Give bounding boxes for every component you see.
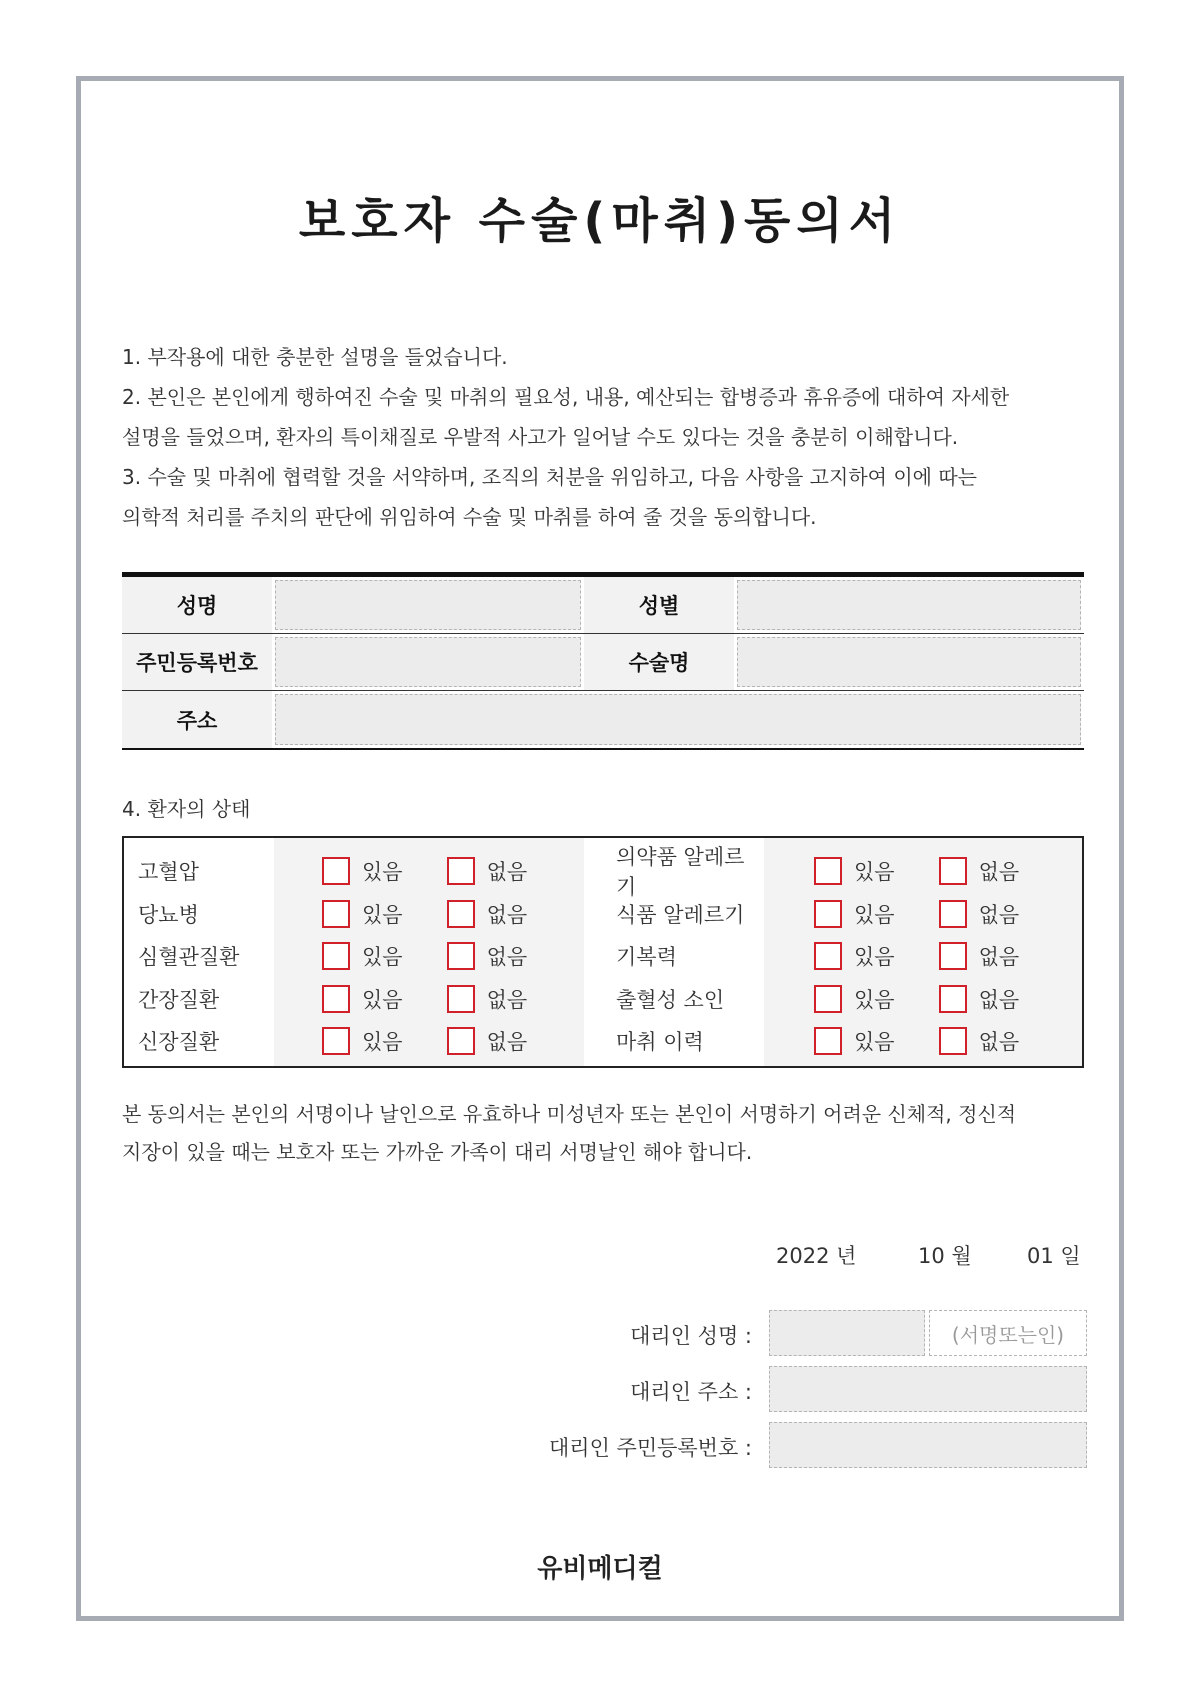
no-label: 없음 [978, 987, 1020, 1012]
gender-field[interactable] [737, 580, 1081, 630]
proxy-name-label: 대리인 성명 : [630, 1324, 752, 1348]
no-label: 없음 [486, 902, 528, 927]
no-checkbox[interactable] [447, 1027, 475, 1055]
yes-label: 있음 [362, 945, 403, 970]
clause-line: 의학적 처리를 주치의 판단에 위임하여 수술 및 마취를 하여 줄 것을 동의합니다. [122, 505, 817, 529]
condition-label: 출혈성 소인 [616, 987, 725, 1012]
notice-line: 지장이 있을 때는 보호자 또는 가까운 가족이 대리 서명날인 해야 합니다. [122, 1140, 753, 1164]
no-checkbox[interactable] [939, 857, 967, 885]
page-title: 보호자 수술(마취)동의서 [298, 193, 902, 249]
yes-checkbox[interactable] [322, 1027, 350, 1055]
yes-label: 있음 [854, 902, 895, 927]
address-field[interactable] [275, 694, 1081, 745]
info-row-address [122, 691, 1084, 748]
yes-label: 있음 [362, 860, 403, 885]
address-label: 주소 [122, 691, 272, 748]
status-checks-left [274, 838, 584, 1066]
proxy-address-field[interactable] [769, 1366, 1087, 1412]
no-checkbox[interactable] [939, 1027, 967, 1055]
condition-label: 마취 이력 [616, 1030, 704, 1055]
yes-checkbox[interactable] [322, 900, 350, 928]
clause-line: 1. 부작용에 대한 충분한 설명을 들었습니다. [122, 345, 508, 369]
no-checkbox[interactable] [447, 942, 475, 970]
condition-label: 식품 알레르기 [616, 902, 745, 927]
no-checkbox[interactable] [939, 900, 967, 928]
company-name: 유비메디컬 [537, 1554, 663, 1584]
no-label: 없음 [486, 945, 528, 970]
name-field[interactable] [275, 580, 581, 630]
proxy-rrn-label: 대리인 주민등록번호 : [549, 1436, 752, 1460]
yes-label: 있음 [362, 902, 403, 927]
no-label: 없음 [486, 987, 528, 1012]
yes-checkbox[interactable] [322, 942, 350, 970]
proxy-name-field[interactable] [769, 1310, 925, 1356]
condition-label: 의약품 알레르기 [616, 845, 745, 900]
consent-clauses [122, 337, 1082, 537]
condition-label: 신장질환 [138, 1030, 220, 1055]
no-checkbox[interactable] [939, 985, 967, 1013]
date-day: 01 일 [1027, 1244, 1081, 1268]
rrn-field[interactable] [275, 637, 581, 687]
clause-line: 3. 수술 및 마취에 협력할 것을 서약하며, 조직의 처분을 위임하고, 다음 사항을 고지하여 이에 따는 [122, 465, 977, 489]
name-label: 성명 [122, 577, 272, 633]
condition-label: 고혈압 [138, 860, 199, 885]
no-label: 없음 [978, 1030, 1020, 1055]
yes-label: 있음 [854, 860, 895, 885]
surgery-field[interactable] [737, 637, 1081, 687]
sign-hint[interactable]: (서명또는인) [929, 1310, 1087, 1356]
no-checkbox[interactable] [447, 900, 475, 928]
yes-checkbox[interactable] [814, 857, 842, 885]
yes-label: 있음 [854, 1030, 895, 1055]
no-label: 없음 [486, 1030, 528, 1055]
notice-line: 본 동의서는 본인의 서명이나 날인으로 유효하나 미성년자 또는 본인이 서명하기 어려운 신체적, 정신적 [122, 1102, 1017, 1126]
yes-label: 있음 [362, 987, 403, 1012]
no-checkbox[interactable] [447, 857, 475, 885]
no-label: 없음 [978, 945, 1020, 970]
condition-label: 간장질환 [138, 987, 220, 1012]
clause-line: 설명을 들었으며, 환자의 특이채질로 우발적 사고가 일어날 수도 있다는 것을 충분히 이해합니다. [122, 425, 959, 449]
yes-label: 있음 [854, 987, 895, 1012]
status-labels-right [584, 838, 764, 1066]
surgery-label: 수술명 [584, 634, 734, 690]
info-row-name [122, 577, 1084, 634]
patient-info-table [122, 572, 1084, 750]
yes-checkbox[interactable] [814, 942, 842, 970]
proxy-address-row [769, 1366, 1087, 1412]
condition-label: 심혈관질환 [138, 945, 240, 970]
yes-checkbox[interactable] [322, 985, 350, 1013]
status-checks-right [764, 838, 1082, 1066]
clause-line: 2. 본인은 본인에게 행하여진 수술 및 마취의 필요성, 내용, 예산되는 합병증과 휴유증에 대하여 자세한 [122, 385, 1010, 409]
no-checkbox[interactable] [939, 942, 967, 970]
proxy-notice [122, 1095, 1082, 1171]
info-row-rrn [122, 634, 1084, 691]
patient-status-table [122, 836, 1084, 1068]
yes-checkbox[interactable] [322, 857, 350, 885]
proxy-address-label: 대리인 주소 : [630, 1380, 752, 1404]
yes-label: 있음 [854, 945, 895, 970]
date-month: 10 월 [918, 1244, 972, 1268]
condition-label: 기복력 [616, 945, 677, 970]
no-checkbox[interactable] [447, 985, 475, 1013]
yes-checkbox[interactable] [814, 1027, 842, 1055]
condition-label: 당뇨병 [138, 902, 199, 927]
gender-label: 성별 [584, 577, 734, 633]
no-label: 없음 [978, 860, 1020, 885]
rrn-label: 주민등록번호 [122, 634, 272, 690]
proxy-rrn-row [769, 1422, 1087, 1468]
proxy-rrn-field[interactable] [769, 1422, 1087, 1468]
status-labels-left [124, 838, 274, 1066]
proxy-name-row [769, 1310, 1087, 1356]
yes-label: 있음 [362, 1030, 403, 1055]
no-label: 없음 [978, 902, 1020, 927]
date-year: 2022 년 [776, 1244, 857, 1268]
status-heading: 4. 환자의 상태 [122, 797, 251, 821]
yes-checkbox[interactable] [814, 900, 842, 928]
yes-checkbox[interactable] [814, 985, 842, 1013]
no-label: 없음 [486, 860, 528, 885]
